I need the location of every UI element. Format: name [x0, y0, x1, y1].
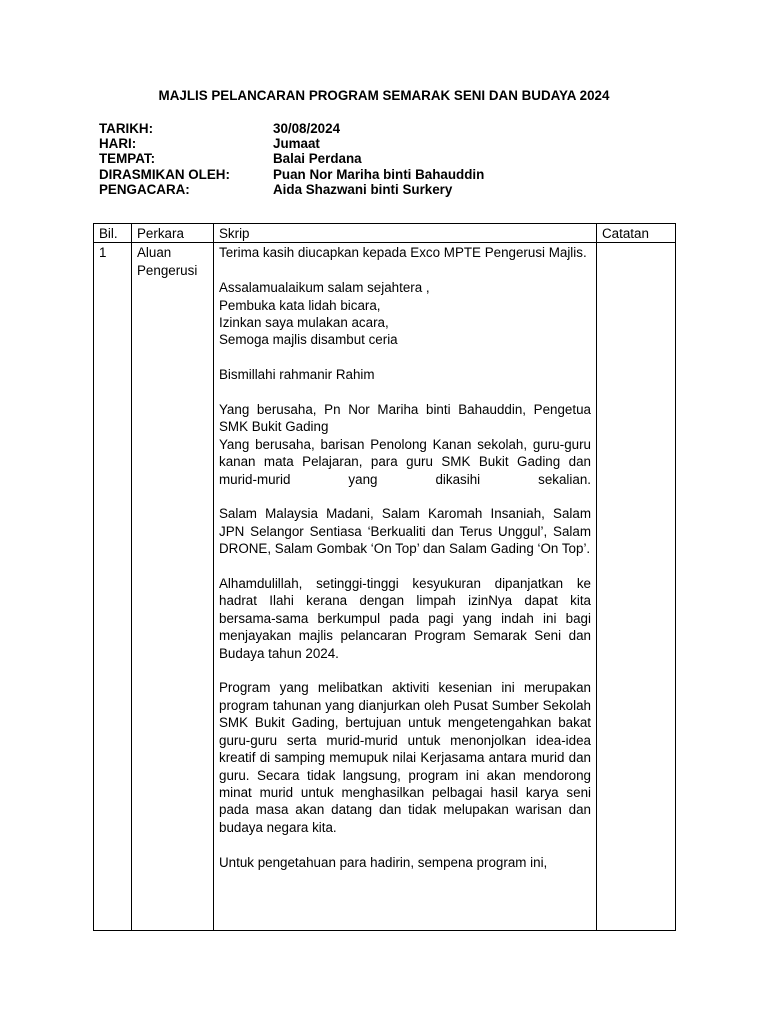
meta-label: PENGACARA:: [99, 181, 190, 197]
table-row: [94, 243, 676, 931]
script-table: [93, 223, 676, 931]
script-pantun: [219, 279, 591, 349]
header-catatan: Catatan: [597, 224, 676, 243]
meta-value: 30/08/2024: [273, 121, 341, 136]
script-greetings: [219, 401, 591, 488]
cell-perkara: [132, 243, 214, 931]
script-paragraph: Terima kasih diucapkan kepada Exco MPTE Pengerusi Majlis.: [219, 245, 587, 261]
perkara-text: Aluan Pengerusi: [137, 245, 198, 278]
event-details: [99, 121, 484, 197]
script-paragraph: Salam Malaysia Madani, Salam Karomah Insaniah, Salam JPN Selangor Sentiasa ‘Berkualiti dan Terus Unggul’, Salam DRONE, Salam Gombak ‘On Top’ dan Salam Gading ‘On Top’.: [219, 506, 591, 557]
header-perkara: Perkara: [132, 224, 214, 243]
meta-value: Puan Nor Mariha binti Bahauddin: [273, 166, 485, 182]
header-bil: Bil.: [94, 224, 132, 243]
script-paragraph: Alhamdulillah, setinggi-tinggi kesyukuran dipanjatkan ke hadrat Ilahi kerana dengan limpah izinNya dapat kita bersama-sama berkumpul pada pagi yang indah ini bagi menjayakan majlis pelancaran Program Semarak Seni dan Budaya tahun 2024.: [219, 576, 591, 661]
meta-row-emcee: [99, 182, 484, 197]
header-skrip: Skrip: [214, 224, 597, 243]
meta-value: Balai Perdana: [273, 151, 362, 167]
meta-row-venue: [99, 151, 484, 166]
meta-label: HARI:: [99, 136, 137, 152]
document-title: MAJLIS PELANCARAN PROGRAM SEMARAK SENI DAN BUDAYA 2024: [158, 88, 610, 103]
meta-label: TEMPAT:: [99, 151, 156, 167]
meta-row-officiated-by: [99, 167, 484, 182]
script-paragraph: Bismillahi rahmanir Rahim: [219, 367, 375, 383]
script-paragraph: Program yang melibatkan aktiviti kesenian ini merupakan program tahunan yang dianjurkan oleh Pusat Sumber Sekolah SMK Bukit Gading, bertujuan untuk mengetengahkan bakat guru-guru serta murid-murid untuk menonjolkan idea-idea kreatif di samping memupuk nilai Kerjasama antara murid dan guru. Secara tidak langsung, program ini akan mendorong minat murid untuk menghasilkan pelbagai hasil karya seni pada masa akan datang dan tidak melupakan warisan dan budaya negara kita.: [219, 680, 591, 835]
cell-bil: 1: [94, 243, 132, 931]
meta-label: DIRASMIKAN OLEH:: [99, 166, 230, 182]
pantun-line: Semoga majlis disambut ceria: [219, 332, 398, 348]
meta-label: TARIKH:: [99, 121, 154, 136]
meta-value: Jumaat: [273, 136, 320, 152]
pantun-line: Pembuka kata lidah bicara,: [219, 297, 381, 313]
greeting-line: Yang berusaha, barisan Penolong Kanan sekolah, guru-guru kanan mata Pelajaran, para guru SMK Bukit Gading dan murid-murid yang dikasihi sekalian.: [219, 436, 591, 487]
meta-value: Aida Shazwani binti Surkery: [273, 181, 453, 197]
table-header-row: [94, 224, 676, 243]
script-paragraph: Untuk pengetahuan para hadirin, sempena program ini,: [219, 854, 548, 870]
pantun-line: Izinkan saya mulakan acara,: [219, 315, 389, 331]
cell-catatan: [597, 243, 676, 931]
pantun-line: Assalamualaikum salam sejahtera ,: [219, 280, 430, 296]
meta-row-date: [99, 121, 484, 136]
meta-row-day: [99, 136, 484, 151]
cell-skrip: [214, 243, 597, 931]
greeting-line: Yang berusaha, Pn Nor Mariha binti Bahauddin, Pengetua SMK Bukit Gading: [219, 402, 591, 435]
